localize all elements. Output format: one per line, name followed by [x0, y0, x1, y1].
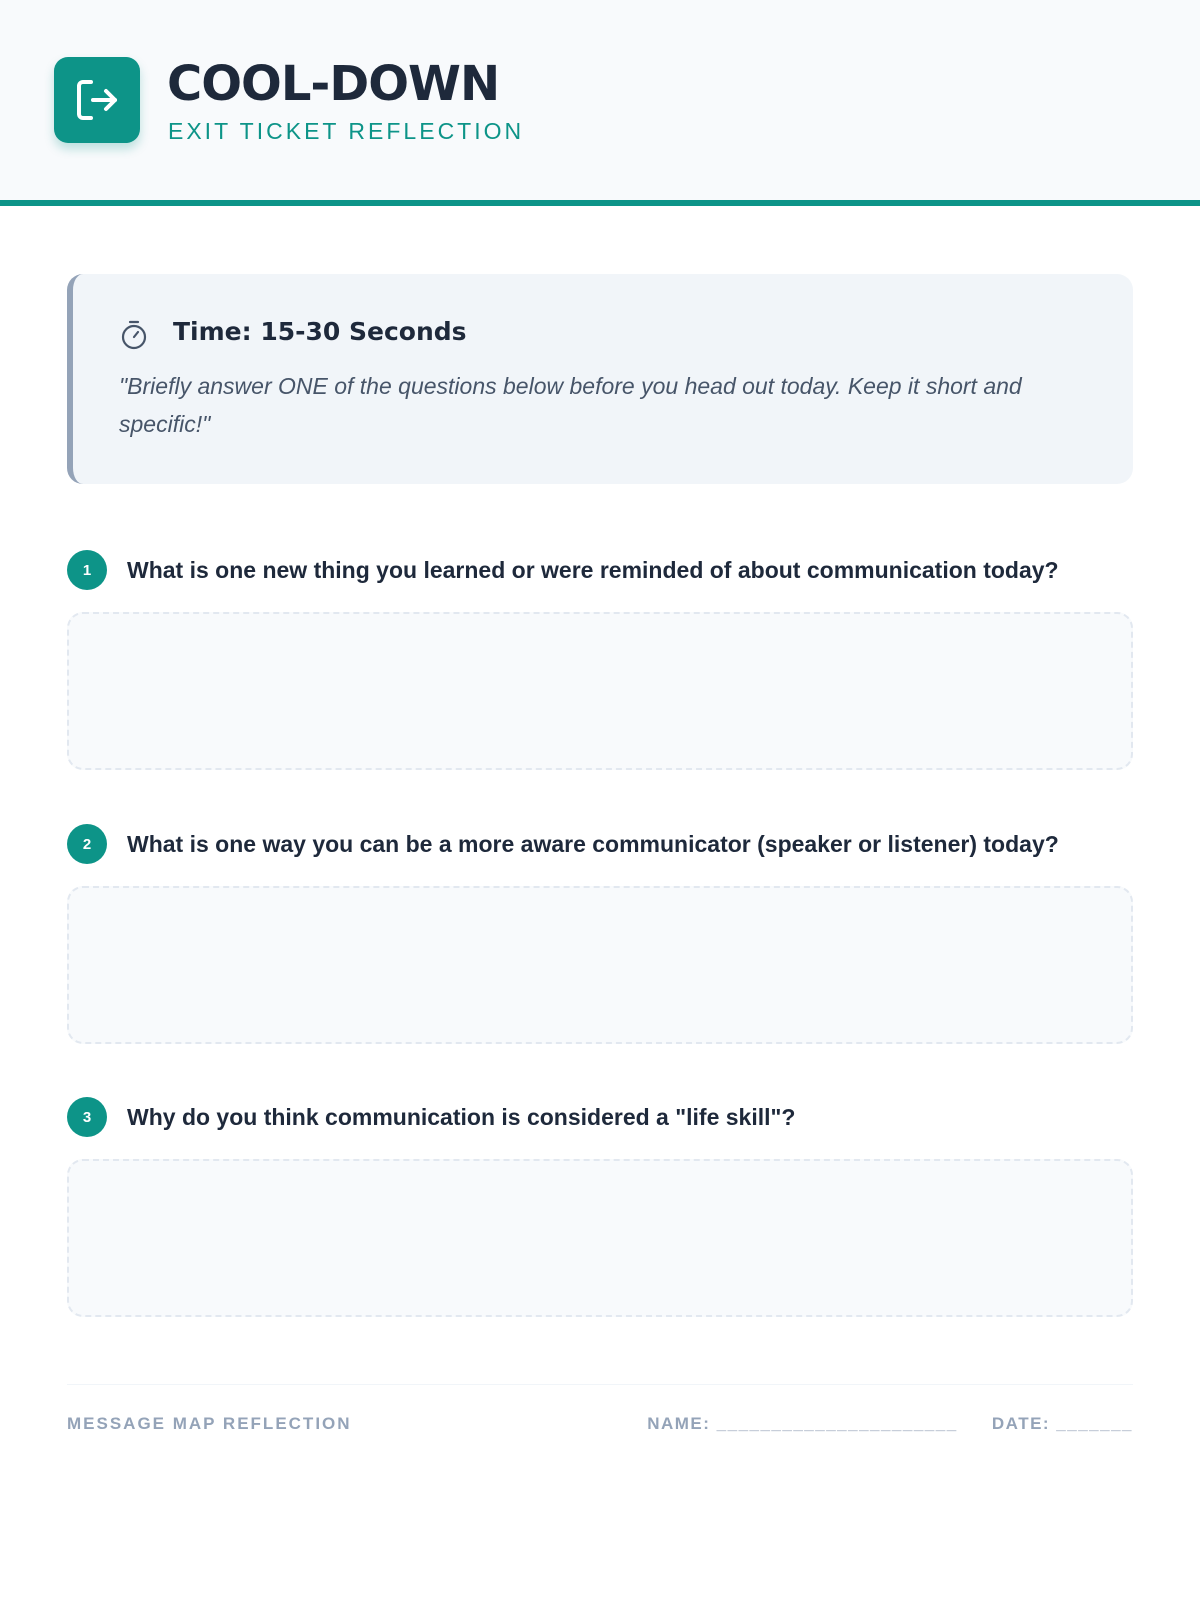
time-label: Time: 15-30 Seconds [173, 317, 467, 346]
timer-icon [121, 320, 147, 350]
page-title: COOL-DOWN [167, 56, 500, 112]
answer-box[interactable] [67, 886, 1133, 1044]
date-field[interactable]: DATE: _______ [991, 1414, 1133, 1433]
question-number-badge: 2 [67, 824, 107, 864]
question-number-badge: 1 [67, 550, 107, 590]
question-text: What is one way you can be a more aware communicator (speaker or listener) today? [127, 831, 1059, 857]
footer-fields [647, 1414, 1133, 1434]
footer-label: MESSAGE MAP REFLECTION [67, 1414, 352, 1433]
footer-divider [67, 1384, 1133, 1385]
instruction-prompt: "Briefly answer ONE of the questions below before you head out today. Keep it short and specific!" [119, 373, 1022, 437]
question-text: Why do you think communication is considered a "life skill"? [127, 1104, 796, 1130]
exit-icon [73, 76, 121, 124]
question-number-badge: 3 [67, 1097, 107, 1137]
page-subtitle: EXIT TICKET REFLECTION [168, 118, 525, 144]
question-text: What is one new thing you learned or were reminded of about communication today? [127, 557, 1059, 583]
answer-box[interactable] [67, 612, 1133, 770]
page-header [0, 0, 1200, 206]
name-field[interactable]: NAME: ______________________ [647, 1414, 958, 1433]
logo-badge [54, 57, 140, 143]
answer-box[interactable] [67, 1159, 1133, 1317]
instruction-card [67, 274, 1133, 484]
